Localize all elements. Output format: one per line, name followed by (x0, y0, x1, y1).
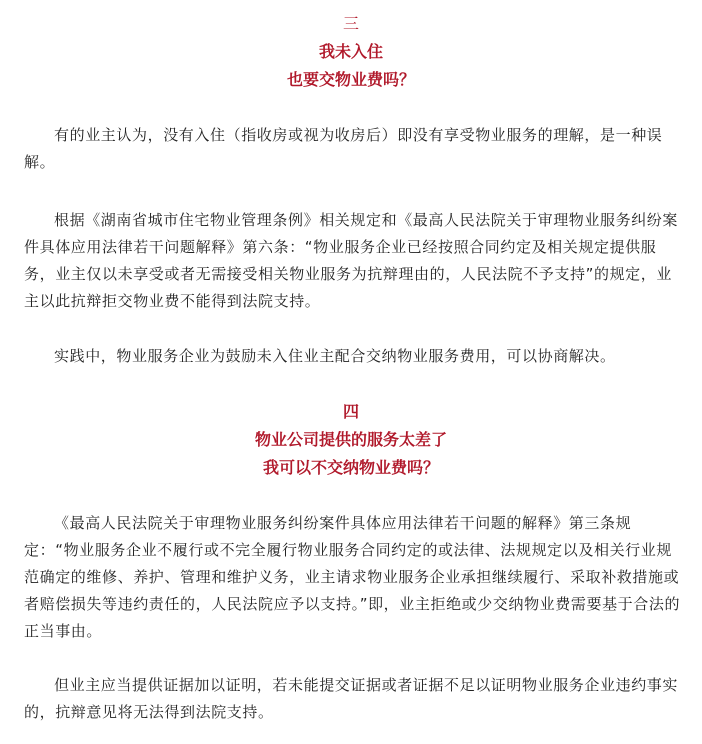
section-3-paragraph-3: 实践中，物业服务企业为鼓励未入住业主配合交纳物业服务费用，可以协商解决。 (54, 347, 616, 365)
section-4-paragraph-2: 但业主应当提供证据加以证明，若未能提交证据或者证据不足以证明物业服务企业违约事实的，抗辩意见将无法得到法院支持。 (24, 676, 679, 721)
section-4-paragraph-1: 《最高人民法院关于审理物业服务纠纷案件具体应用法律若干问题的解释》第三条规定：“物业服务企业不履行或不完全履行物业服务合同约定的或法律、法规规定以及相关行业规范确定的维修、养护、管理和维护义务，业主请求物业服务企业承担继续履行、采取补救措施或者赔偿损失等违约责任的，人民法院应予以支持。”即，业主拒绝或少交纳物业费需要基于合法的正当事由。 (24, 514, 681, 640)
section-3-number: 三 (342, 14, 359, 33)
section-3-paragraph-1: 有的业主认为，没有入住（指收房或视为收房后）即没有享受物业服务的理解，是一种误解。 (24, 126, 663, 171)
section-4-title-line-2: 我可以不交纳物业费吗？ (262, 458, 439, 477)
section-3-title-line-1: 我未入住 (318, 42, 383, 61)
section-3-title-line-2: 也要交物业费吗？ (286, 70, 415, 89)
section-3-paragraph-2: 根据《湖南省城市住宅物业管理条例》相关规定和《最高人民法院关于审理物业服务纠纷案件具体应用法律若干问题解释》第六条：“物业服务企业已经按照合同约定及相关规定提供服务，业主仅以未享受或者无需接受相关物业服务为抗辩理由的，人民法院不予支持”的规定，业主以此抗辩拒交物业费不能得到法院支持。 (24, 211, 679, 310)
section-4-title-line-1: 物业公司提供的服务太差了 (254, 430, 447, 449)
section-4-number: 四 (342, 402, 359, 421)
